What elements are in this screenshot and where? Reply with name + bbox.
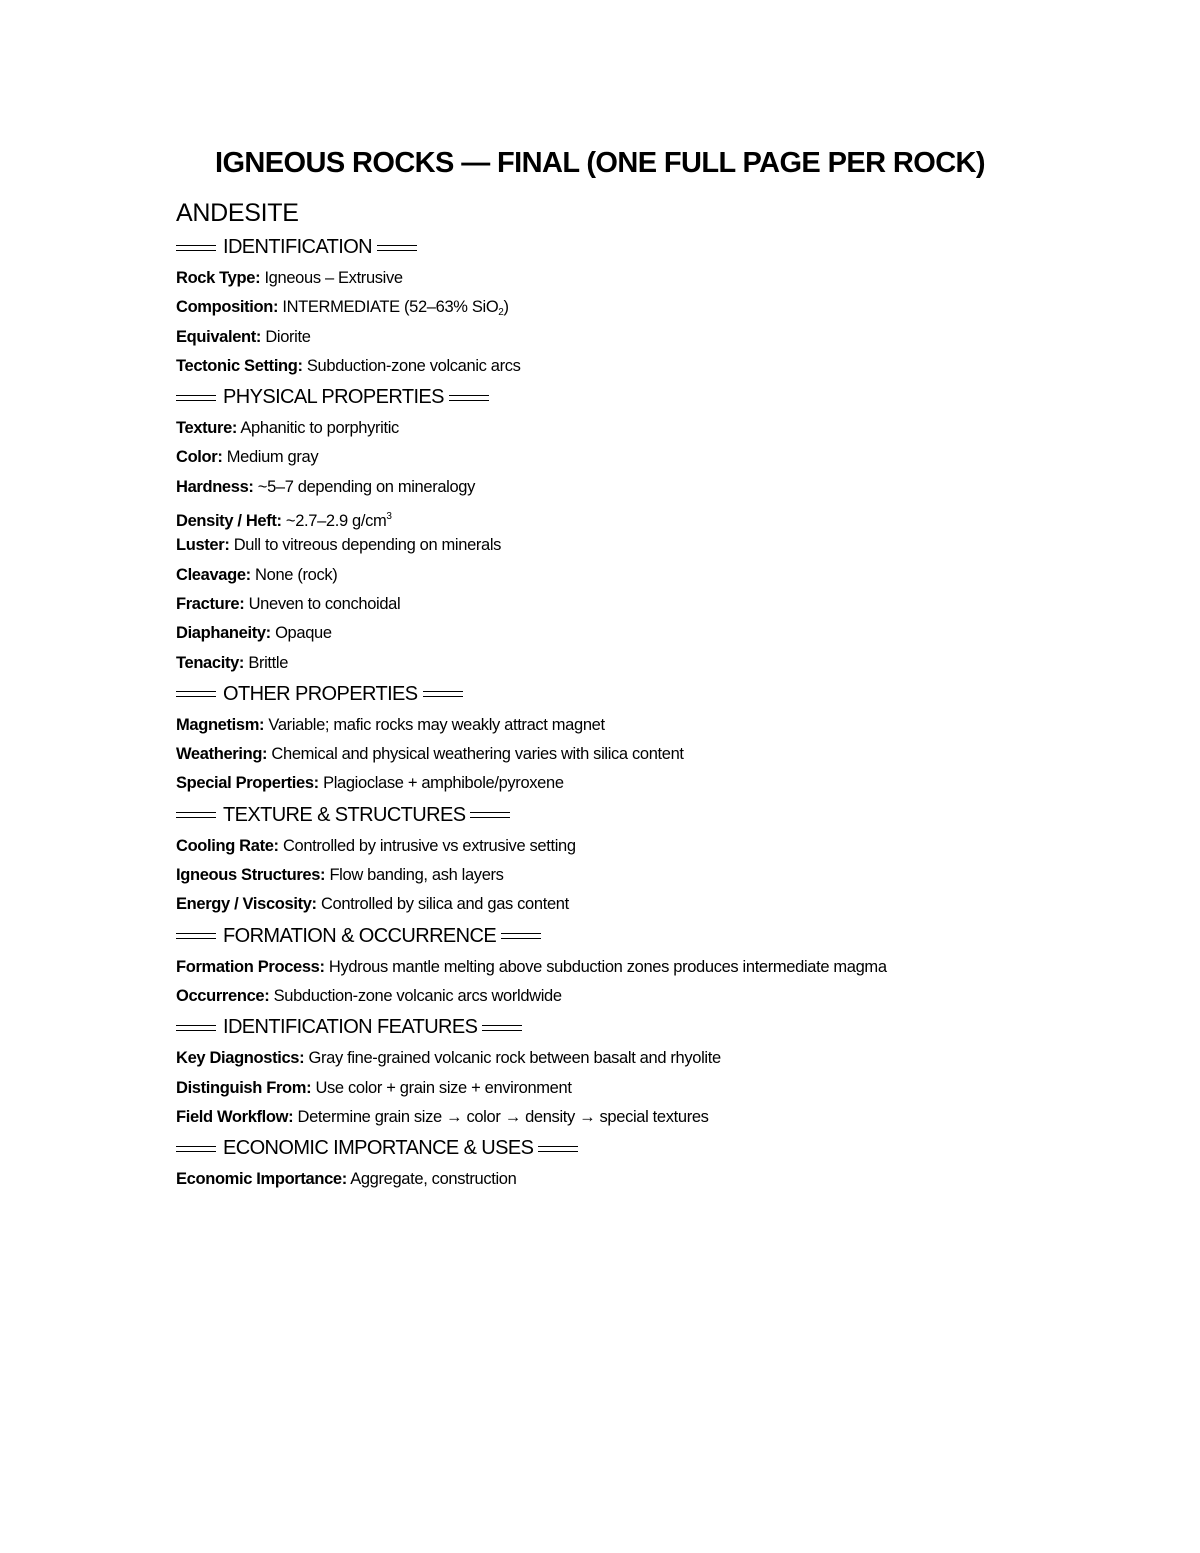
property-label: Energy / Viscosity: (176, 895, 317, 914)
property-value: Opaque (275, 624, 332, 643)
property-label: Tenacity: (176, 653, 245, 672)
property-label: Composition: (176, 298, 279, 317)
section-heading-text: OTHER PROPERTIES (223, 682, 418, 705)
property-key-diagnostics (176, 1044, 1076, 1073)
section-heading-text: TEXTURE & STRUCTURES (223, 803, 466, 826)
property-weathering (176, 740, 1076, 769)
property-value: INTERMEDIATE (52–63% SiO$_2$) (282, 298, 509, 319)
property-fracture (176, 590, 1076, 619)
double-rule-left (176, 812, 216, 818)
property-distinguish-from (176, 1074, 1076, 1103)
section-heading-economic-importance (176, 1132, 1076, 1165)
property-label: Weathering: (176, 745, 268, 764)
property-energy-viscosity (176, 890, 1076, 919)
property-value: Igneous – Extrusive (264, 269, 403, 287)
property-magnetism (176, 711, 1076, 740)
property-value: Controlled by intrusive vs extrusive setting (282, 836, 576, 855)
property-value: Controlled by silica and gas content (320, 895, 569, 914)
property-color (176, 443, 1076, 472)
property-value: Variable; mafic rocks may weakly attract magnet (268, 715, 605, 734)
property-value: Brittle (248, 653, 289, 672)
section-heading-identification (176, 231, 1076, 264)
document-title: IGNEOUS ROCKS — FINAL (ONE FULL PAGE PER ROCK) (215, 147, 985, 179)
property-texture (176, 414, 1076, 443)
property-special-properties (176, 769, 1076, 798)
property-label: Density / Heft: (176, 512, 282, 531)
property-value: None (rock) (255, 565, 338, 584)
double-rule-right (423, 691, 463, 697)
property-value: Subduction-zone volcanic arcs worldwide (273, 986, 562, 1005)
property-value: Aphanitic to porphyritic (240, 419, 399, 438)
property-cleavage (176, 561, 1076, 590)
property-formation-process (176, 953, 1076, 982)
section-heading-text: ECONOMIC IMPORTANCE & USES (223, 1137, 534, 1160)
property-label: Texture: (176, 419, 238, 438)
section-heading-identification-features (176, 1011, 1076, 1044)
property-value: Hydrous mantle melting above subduction zones produces intermediate magma (328, 957, 887, 976)
property-value: Plagioclase + amphibole/pyroxene (323, 774, 564, 793)
double-rule-right (501, 933, 541, 939)
property-label: Magnetism: (176, 715, 265, 734)
property-label: Diaphaneity: (176, 624, 271, 643)
property-label: Equivalent: (176, 327, 262, 346)
property-value: Medium gray (226, 448, 319, 467)
property-rock-type (176, 264, 1076, 293)
property-label: Hardness: (176, 477, 254, 496)
property-label: Economic Importance: (176, 1170, 347, 1189)
double-rule-right (482, 1025, 522, 1031)
rock-name: ANDESITE (176, 199, 299, 227)
property-value: Chemical and physical weathering varies with silica content (271, 745, 684, 764)
double-rule-right (470, 812, 510, 818)
section-heading-text: IDENTIFICATION (223, 236, 373, 258)
property-density (176, 502, 1076, 531)
section-heading-formation-occurrence (176, 920, 1076, 953)
property-field-workflow (176, 1103, 1076, 1132)
property-igneous-structures (176, 861, 1076, 890)
property-value: Gray fine-grained volcanic rock between basalt and rhyolite (308, 1049, 721, 1068)
section-heading-physical-properties (176, 381, 1076, 414)
property-label: Igneous Structures: (176, 866, 326, 885)
double-rule-left (176, 245, 216, 251)
property-label: Rock Type: (176, 269, 261, 287)
property-value: Aggregate, construction (350, 1170, 517, 1189)
double-rule-left (176, 691, 216, 697)
property-label: Fracture: (176, 594, 245, 613)
property-value: Subduction-zone volcanic arcs (306, 356, 521, 375)
property-label: Cleavage: (176, 565, 251, 584)
property-label: Luster: (176, 536, 230, 555)
property-luster (176, 531, 1076, 560)
property-equivalent (176, 323, 1076, 352)
property-tenacity (176, 649, 1076, 678)
property-value: Flow banding, ash layers (329, 866, 504, 885)
double-rule-left (176, 1025, 216, 1031)
property-diaphaneity (176, 619, 1076, 648)
rock-content (176, 195, 1076, 1194)
property-label: Color: (176, 448, 223, 467)
property-value: Uneven to conchoidal (248, 594, 401, 613)
double-rule-right (377, 245, 417, 251)
property-label: Distinguish From: (176, 1078, 312, 1097)
double-rule-right (538, 1146, 578, 1152)
property-label: Special Properties: (176, 774, 319, 793)
property-value: Determine grain size → color → density → special textures (297, 1107, 709, 1126)
section-heading-text: FORMATION & OCCURRENCE (223, 924, 497, 947)
property-label: Field Workflow: (176, 1107, 294, 1126)
property-value: Dull to vitreous depending on minerals (233, 536, 502, 555)
property-value: Use color + grain size + environment (315, 1078, 572, 1097)
property-label: Occurrence: (176, 986, 270, 1005)
property-label: Tectonic Setting: (176, 356, 303, 375)
property-label: Formation Process: (176, 957, 325, 976)
section-heading-text: IDENTIFICATION FEATURES (223, 1016, 478, 1039)
property-label: Cooling Rate: (176, 836, 279, 855)
double-rule-right (449, 395, 489, 401)
double-rule-left (176, 395, 216, 401)
property-economic-importance (176, 1165, 1076, 1194)
section-heading-other-properties (176, 678, 1076, 711)
property-label: Key Diagnostics: (176, 1049, 305, 1068)
double-rule-left (176, 1146, 216, 1152)
property-tectonic-setting (176, 352, 1076, 381)
section-heading-texture-structures (176, 799, 1076, 832)
property-occurrence (176, 982, 1076, 1011)
property-value: ~5–7 depending on mineralogy (257, 477, 476, 496)
property-cooling-rate (176, 832, 1076, 861)
property-composition (176, 293, 1076, 322)
property-hardness (176, 473, 1076, 502)
property-value: ~2.7–2.9 $g/cm^3$ (285, 511, 392, 531)
double-rule-left (176, 933, 216, 939)
property-value: Diorite (265, 327, 311, 346)
section-heading-text: PHYSICAL PROPERTIES (223, 386, 444, 409)
